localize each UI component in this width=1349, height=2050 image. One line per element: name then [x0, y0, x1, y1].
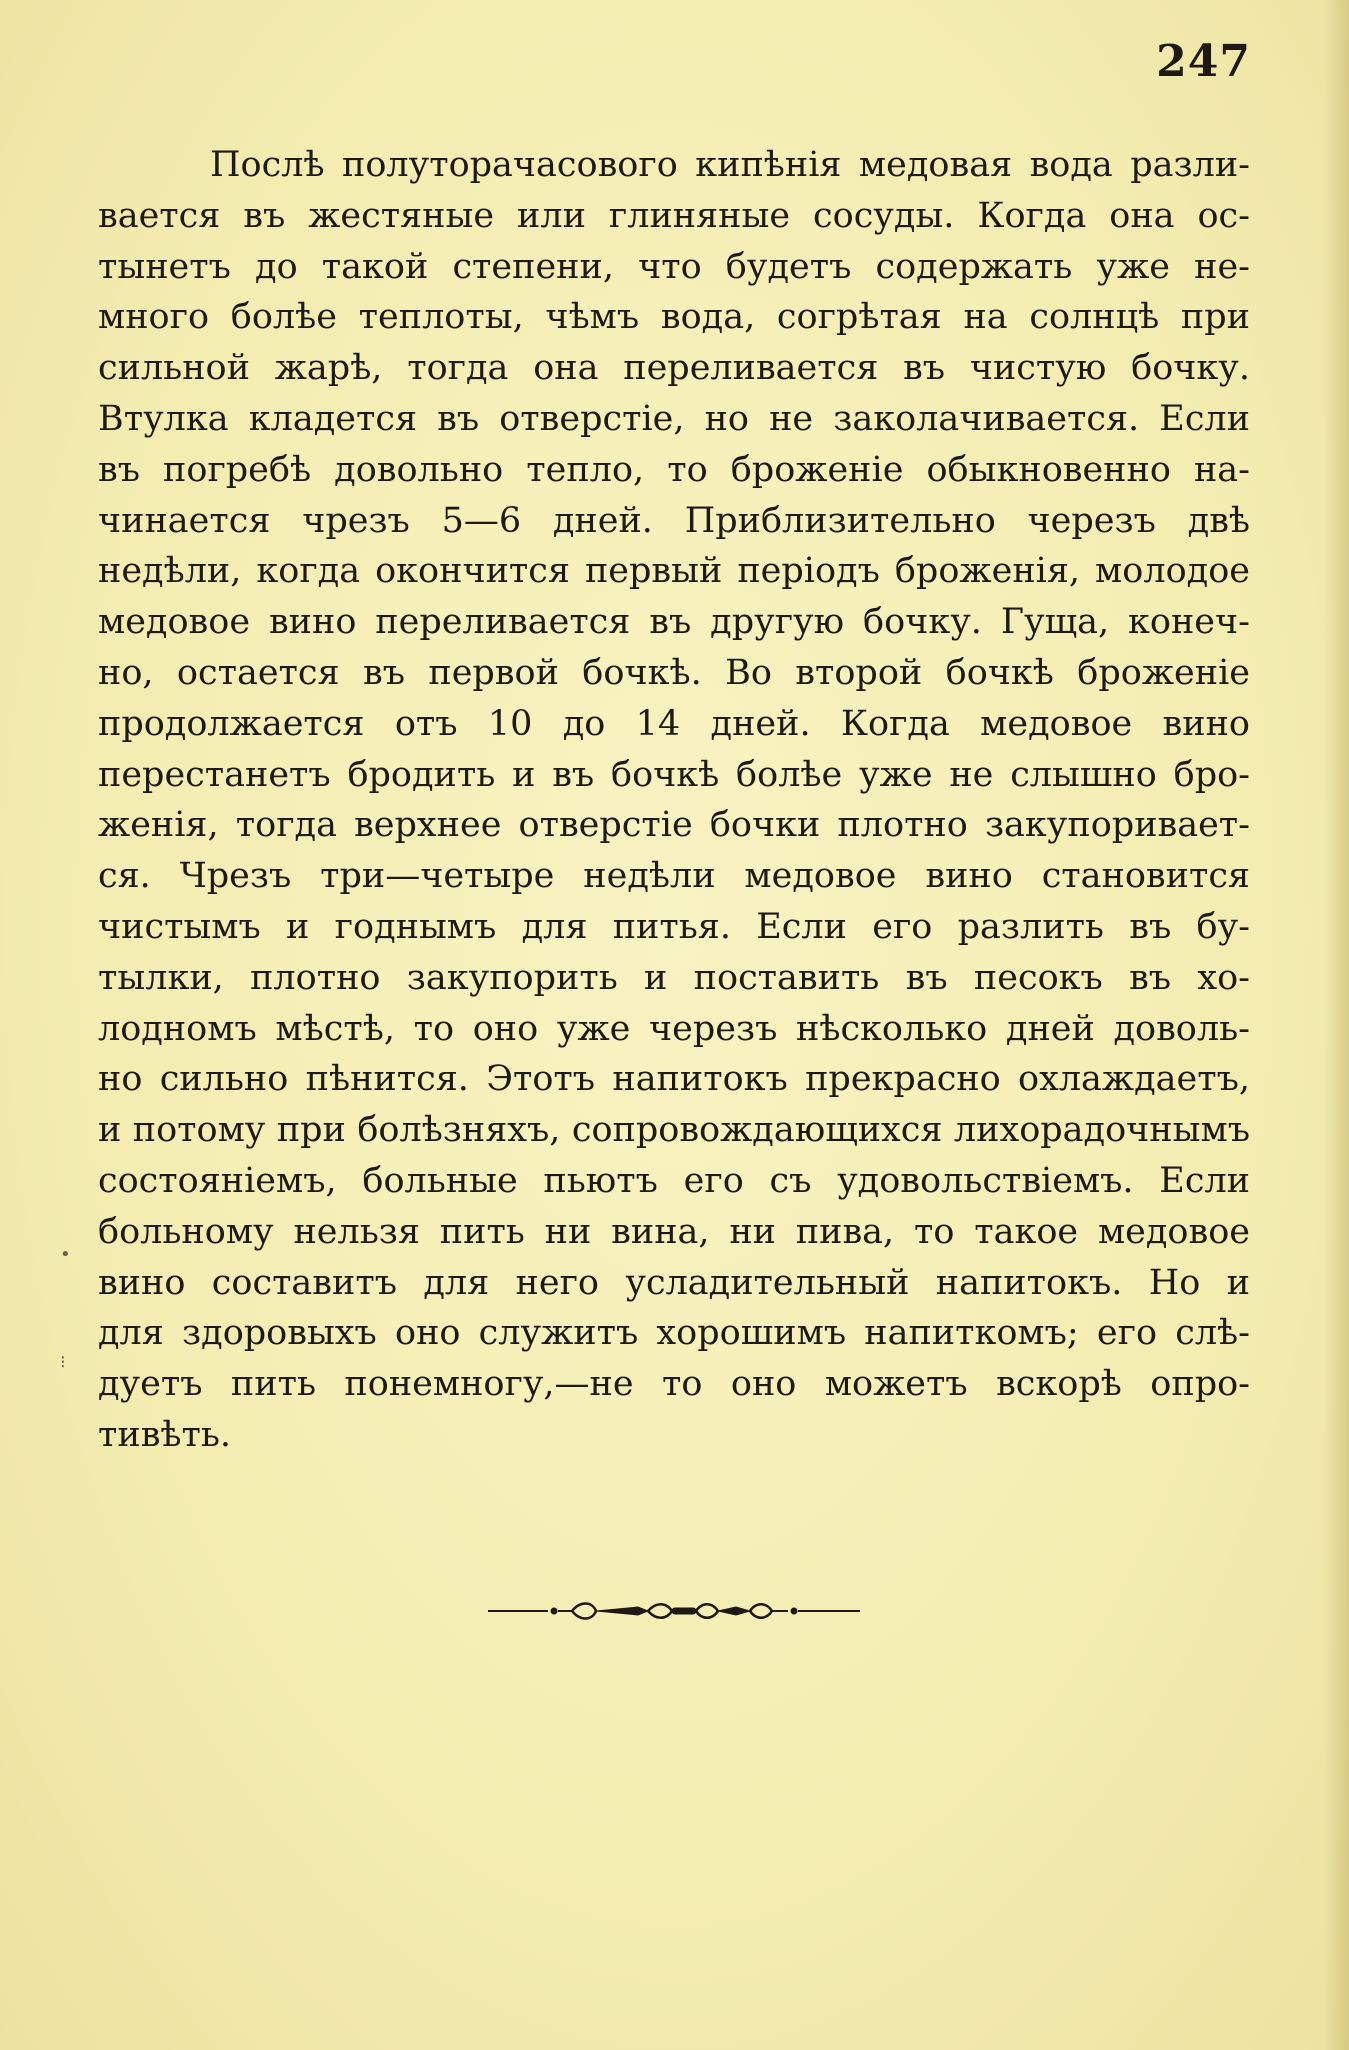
margin-dot: •	[60, 1244, 71, 1265]
text-line: лодномъ мѣстѣ, то оно уже черезъ нѣсколько дней доволь-	[98, 1008, 1250, 1049]
text-line: чистымъ и годнымъ для питья. Если его разлить въ бу-	[98, 906, 1250, 947]
text-line: перестанетъ бродить и въ бочкѣ болѣе уже не слышно бро-	[98, 754, 1250, 795]
body-text	[98, 140, 1250, 1461]
text-line: тивѣть.	[98, 1414, 232, 1455]
page-number: 247	[1156, 36, 1251, 87]
text-line: вино составитъ для него усладительный напитокъ. Но и	[98, 1262, 1250, 1303]
text-line: тылки, плотно закупорить и поставить въ песокъ въ хо-	[98, 957, 1250, 998]
text-line: и потому при болѣзняхъ, сопровождающихся лихорадочнымъ	[98, 1110, 1250, 1151]
text-line: тынетъ до такой степени, что будетъ содержать уже не-	[98, 246, 1250, 287]
text-line: недѣли, когда окончится первый періодъ броженія, молодое	[98, 551, 1250, 592]
text-line: вается въ жестяные или глиняные сосуды. Когда она ос-	[98, 195, 1250, 236]
page-edge-shadow	[1323, 0, 1349, 2050]
text-line: продолжается отъ 10 до 14 дней. Когда медовое вино	[98, 703, 1250, 744]
text-line: сильной жарѣ, тогда она переливается въ чистую бочку.	[98, 348, 1250, 389]
margin-dot: ⁝	[60, 1352, 66, 1373]
text-line: дуетъ пить понемногу,—не то оно можетъ вскорѣ опро-	[98, 1364, 1250, 1405]
text-line: больному нельзя пить ни вина, ни пива, то такое медовое	[98, 1211, 1250, 1252]
text-line: медовое вино переливается въ другую бочку. Гуща, конеч-	[98, 602, 1250, 643]
text-line: много болѣе теплоты, чѣмъ вода, согрѣтая на солнцѣ при	[98, 297, 1250, 338]
text-line: чинается чрезъ 5—6 дней. Приблизительно черезъ двѣ	[98, 500, 1250, 541]
text-line: состояніемъ, больные пьютъ его съ удовольствіемъ. Если	[98, 1160, 1250, 1201]
text-line: Послѣ полуторачасового кипѣнія медовая вода разли-	[210, 145, 1250, 185]
text-line: женія, тогда верхнее отверстіе бочки плотно закупоривает-	[98, 805, 1250, 846]
text-line: въ погребѣ довольно тепло, то броженіе обыкновенно на-	[98, 449, 1250, 490]
tailpiece-ornament	[488, 1596, 860, 1630]
text-line: Втулка кладется въ отверстіе, но не заколачивается. Если	[98, 398, 1250, 439]
text-line: но сильно пѣнится. Этотъ напитокъ прекрасно охлаждаетъ,	[98, 1059, 1250, 1100]
text-line: но, остается въ первой бочкѣ. Во второй бочкѣ броженіе	[98, 652, 1250, 693]
text-line: ся. Чрезъ три—четыре недѣли медовое вино становится	[98, 856, 1250, 897]
text-line: для здоровыхъ оно служитъ хорошимъ напиткомъ; его слѣ-	[98, 1313, 1250, 1354]
